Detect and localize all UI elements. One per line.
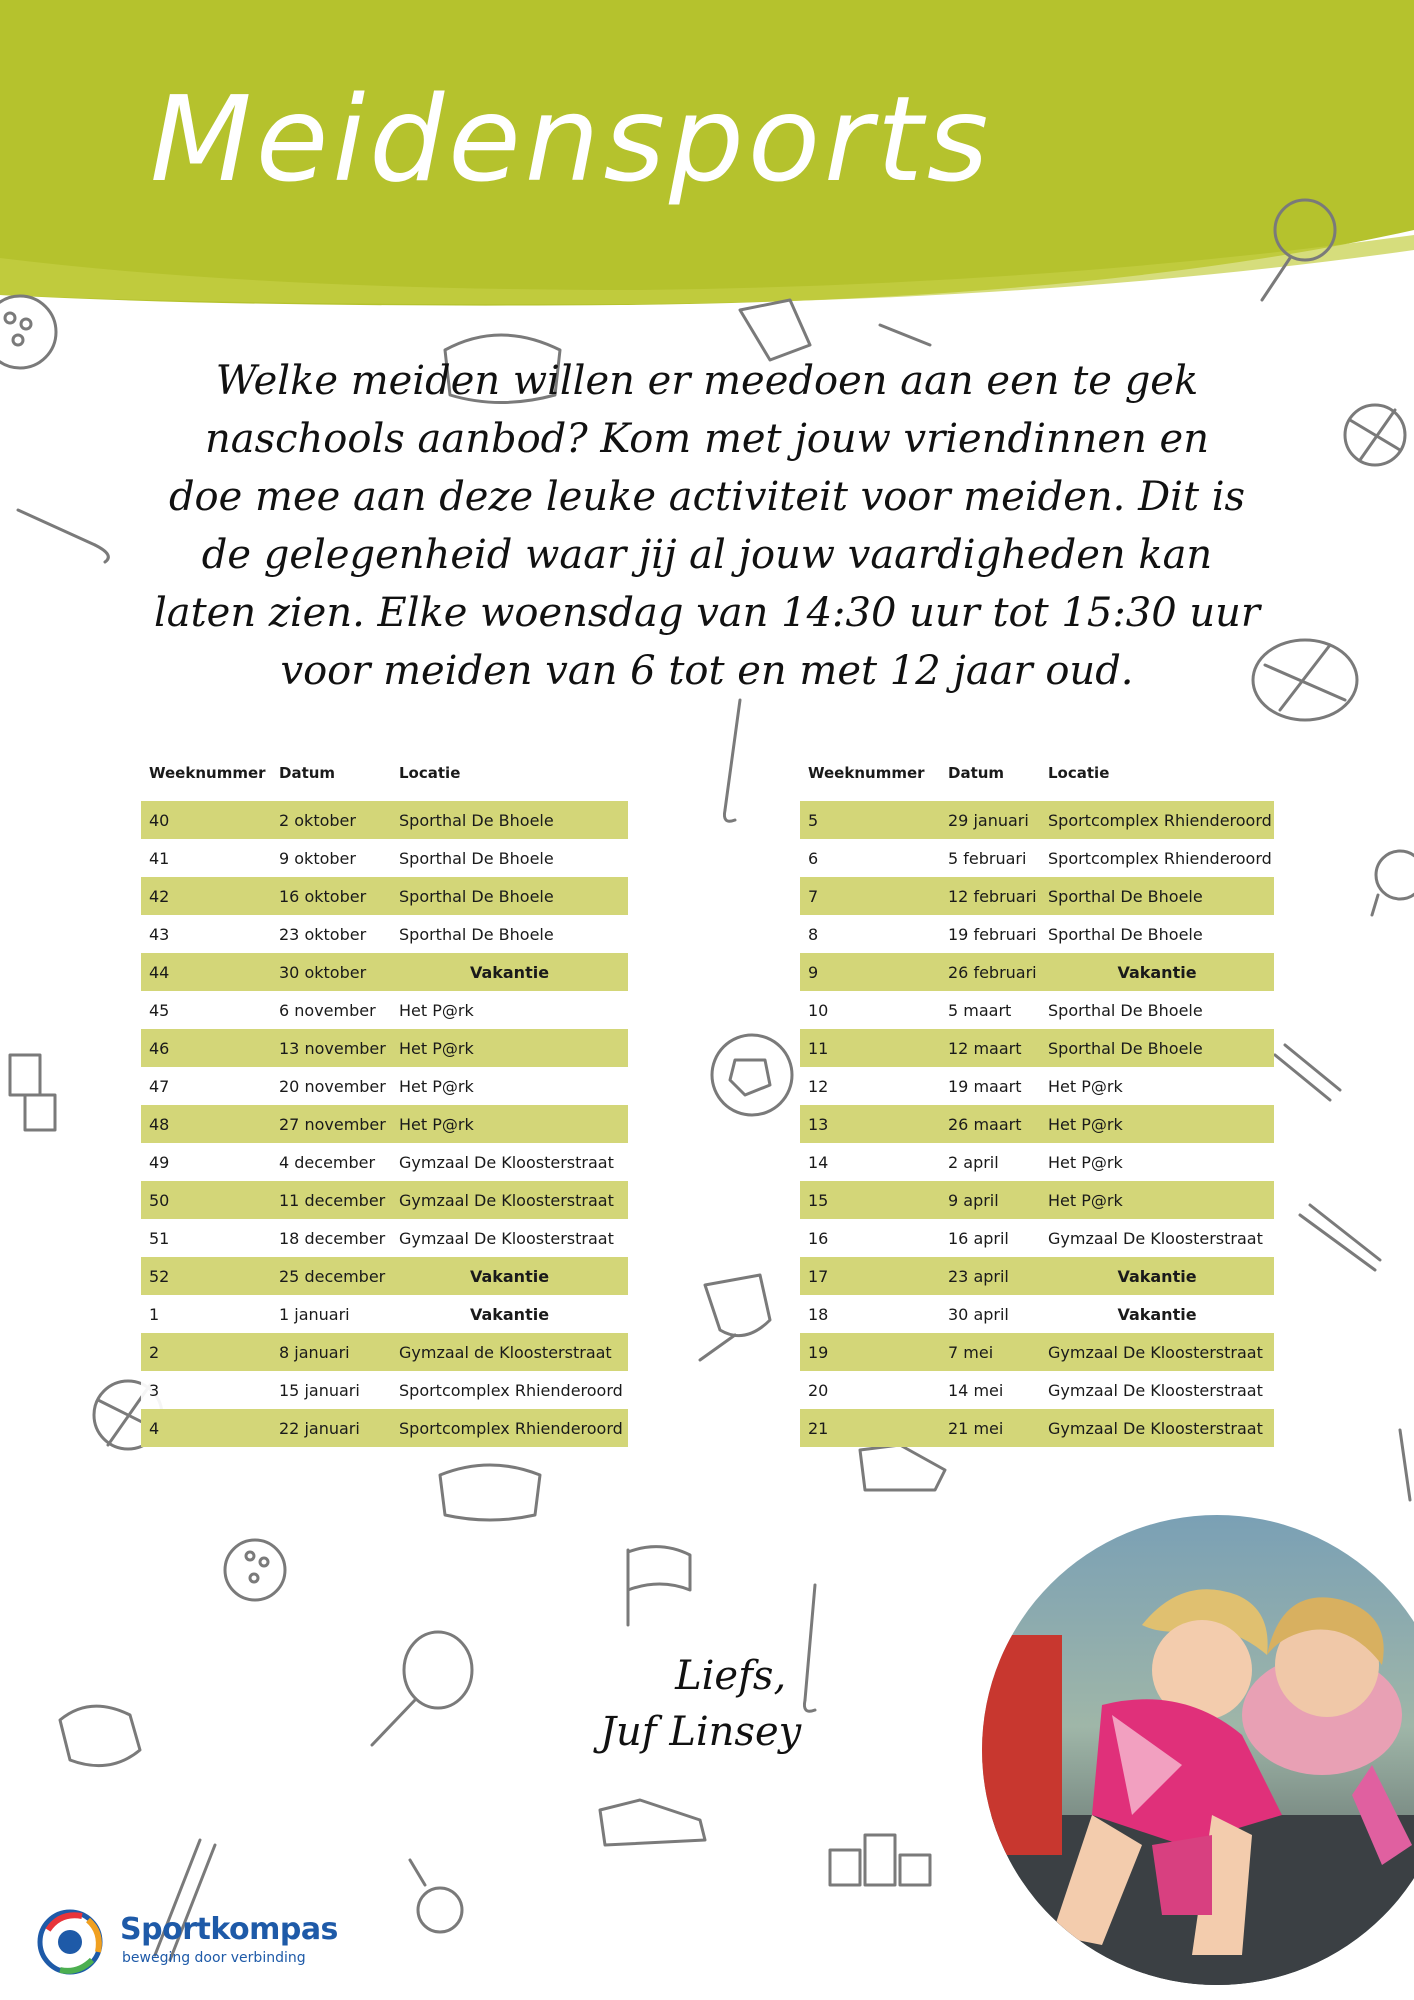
week-cell: 48	[141, 1105, 271, 1143]
week-cell: 4	[141, 1409, 271, 1447]
location-cell: Gymzaal De Kloosterstraat	[391, 1181, 628, 1219]
location-cell: Gymzaal De Kloosterstraat	[1040, 1333, 1274, 1371]
table-row	[141, 1181, 628, 1219]
logo-tagline: beweging door verbinding	[122, 1950, 306, 1966]
location-cell: Sporthal De Bhoele	[391, 877, 628, 915]
table-row	[800, 1295, 1274, 1333]
location-cell: Het P@rk	[391, 1105, 628, 1143]
location-cell: Gymzaal De Kloosterstraat	[391, 1219, 628, 1257]
table-row	[141, 839, 628, 877]
table-row	[141, 1257, 628, 1295]
week-cell: 43	[141, 915, 271, 953]
header-location: Locatie	[1048, 764, 1110, 782]
week-cell: 14	[800, 1143, 940, 1181]
week-cell: 42	[141, 877, 271, 915]
week-cell: 9	[800, 953, 940, 991]
location-cell: Sportcomplex Rhienderoord	[1040, 801, 1274, 839]
date-cell: 7 mei	[940, 1333, 1040, 1371]
intro-line: naschools aanbod? Kom met jouw vriendinnen en	[205, 416, 1209, 462]
schedule-table-left	[141, 755, 628, 1447]
week-cell: 13	[800, 1105, 940, 1143]
table-row	[141, 801, 628, 839]
podium-icon	[10, 1055, 55, 1130]
signature	[600, 1648, 801, 1760]
date-cell: 13 november	[271, 1029, 391, 1067]
logo-name: Sportkompas	[120, 1912, 338, 1947]
table-row	[141, 1143, 628, 1181]
location-cell: Het P@rk	[391, 1067, 628, 1105]
date-cell: 27 november	[271, 1105, 391, 1143]
location-cell: Gymzaal De Kloosterstraat	[1040, 1219, 1274, 1257]
hockey-stick-icon	[1400, 1430, 1410, 1500]
podium-icon	[830, 1835, 930, 1885]
location-cell: Sporthal De Bhoele	[1040, 1029, 1274, 1067]
schedule-table-right	[800, 755, 1274, 1447]
logo-mark-icon	[30, 1900, 120, 1980]
basketball-icon	[1345, 405, 1405, 465]
boxing-glove-icon	[60, 1706, 140, 1766]
week-cell: 2	[141, 1333, 271, 1371]
intro-line: voor meiden van 6 tot en met 12 jaar oud.	[280, 648, 1134, 694]
date-cell: 15 januari	[271, 1371, 391, 1409]
sneaker-icon	[600, 1800, 705, 1845]
table-row	[800, 1333, 1274, 1371]
ski-icon	[1275, 1045, 1380, 1270]
signature-name: Juf Linsey	[600, 1709, 802, 1755]
table-row	[800, 1029, 1274, 1067]
date-cell: 14 mei	[940, 1371, 1040, 1409]
intro-line: Welke meiden willen er meedoen aan een te gek	[215, 358, 1199, 404]
location-cell: Vakantie	[1040, 1257, 1274, 1295]
hockey-stick-icon	[724, 700, 740, 821]
table-row	[141, 1105, 628, 1143]
week-cell: 19	[800, 1333, 940, 1371]
date-cell: 1 januari	[271, 1295, 391, 1333]
date-cell: 16 april	[940, 1219, 1040, 1257]
intro-text	[120, 352, 1294, 700]
date-cell: 30 april	[940, 1295, 1040, 1333]
whistle-icon	[1372, 851, 1414, 915]
location-cell: Sporthal De Bhoele	[1040, 991, 1274, 1029]
sportkompas-logo	[30, 1900, 350, 1980]
football-icon	[712, 1035, 792, 1115]
week-cell: 52	[141, 1257, 271, 1295]
table-header-row	[141, 755, 628, 791]
table-row	[141, 1219, 628, 1257]
week-cell: 51	[141, 1219, 271, 1257]
date-cell: 2 april	[940, 1143, 1040, 1181]
table-row	[141, 877, 628, 915]
date-cell: 12 maart	[940, 1029, 1040, 1067]
table-row	[800, 877, 1274, 915]
location-cell: Gymzaal de Kloosterstraat	[391, 1333, 628, 1371]
header-date: Datum	[279, 764, 336, 782]
bowling-ball-icon	[225, 1540, 285, 1600]
table-row	[800, 1067, 1274, 1105]
location-cell: Het P@rk	[1040, 1067, 1274, 1105]
week-cell: 16	[800, 1219, 940, 1257]
week-cell: 45	[141, 991, 271, 1029]
week-cell: 7	[800, 877, 940, 915]
date-cell: 5 februari	[940, 839, 1040, 877]
table-row	[800, 1257, 1274, 1295]
children-photo	[982, 1515, 1414, 1985]
header-week: Weeknummer	[149, 764, 266, 782]
date-cell: 25 december	[271, 1257, 391, 1295]
table-row	[141, 915, 628, 953]
table-row	[141, 1029, 628, 1067]
location-cell: Het P@rk	[1040, 1105, 1274, 1143]
hockey-stick-icon	[804, 1585, 815, 1711]
week-cell: 8	[800, 915, 940, 953]
location-cell: Vakantie	[1040, 953, 1274, 991]
date-cell: 23 april	[940, 1257, 1040, 1295]
location-cell: Het P@rk	[1040, 1181, 1274, 1219]
location-cell: Vakantie	[1040, 1295, 1274, 1333]
table-row	[800, 1105, 1274, 1143]
table-row	[141, 1295, 628, 1333]
location-cell: Sportcomplex Rhienderoord	[391, 1409, 628, 1447]
date-cell: 11 december	[271, 1181, 391, 1219]
week-cell: 18	[800, 1295, 940, 1333]
date-cell: 18 december	[271, 1219, 391, 1257]
location-cell: Sporthal De Bhoele	[391, 801, 628, 839]
week-cell: 5	[800, 801, 940, 839]
date-cell: 12 februari	[940, 877, 1040, 915]
location-cell: Vakantie	[391, 1295, 628, 1333]
location-cell: Gymzaal De Kloosterstraat	[391, 1143, 628, 1181]
week-cell: 3	[141, 1371, 271, 1409]
table-row	[800, 1219, 1274, 1257]
table-row	[800, 1409, 1274, 1447]
date-cell: 19 februari	[940, 915, 1040, 953]
location-cell: Sporthal De Bhoele	[391, 915, 628, 953]
date-cell: 22 januari	[271, 1409, 391, 1447]
week-cell: 6	[800, 839, 940, 877]
table-row	[800, 915, 1274, 953]
header-week: Weeknummer	[808, 764, 925, 782]
table-row	[800, 991, 1274, 1029]
week-cell: 10	[800, 991, 940, 1029]
location-cell: Het P@rk	[391, 991, 628, 1029]
date-cell: 9 april	[940, 1181, 1040, 1219]
table-row	[800, 801, 1274, 839]
location-cell: Gymzaal De Kloosterstraat	[1040, 1409, 1274, 1447]
table-row	[141, 1333, 628, 1371]
week-cell: 12	[800, 1067, 940, 1105]
table-row	[141, 1067, 628, 1105]
table-row	[800, 1181, 1274, 1219]
table-row	[800, 1143, 1274, 1181]
intro-line: de gelegenheid waar jij al jouw vaardigheden kan	[201, 532, 1213, 578]
week-cell: 40	[141, 801, 271, 839]
week-cell: 44	[141, 953, 271, 991]
flag-icon	[628, 1547, 690, 1625]
date-cell: 26 maart	[940, 1105, 1040, 1143]
date-cell: 20 november	[271, 1067, 391, 1105]
date-cell: 19 maart	[940, 1067, 1040, 1105]
header-date: Datum	[948, 764, 1005, 782]
date-cell: 5 maart	[940, 991, 1040, 1029]
location-cell: Gymzaal De Kloosterstraat	[1040, 1371, 1274, 1409]
week-cell: 41	[141, 839, 271, 877]
table-row	[800, 953, 1274, 991]
week-cell: 47	[141, 1067, 271, 1105]
date-cell: 30 oktober	[271, 953, 391, 991]
trophy-icon	[700, 1275, 770, 1360]
table-row	[800, 1371, 1274, 1409]
date-cell: 8 januari	[271, 1333, 391, 1371]
location-cell: Sportcomplex Rhienderoord	[1040, 839, 1274, 877]
date-cell: 21 mei	[940, 1409, 1040, 1447]
table-row	[141, 953, 628, 991]
date-cell: 6 november	[271, 991, 391, 1029]
location-cell: Vakantie	[391, 953, 628, 991]
header-location: Locatie	[399, 764, 461, 782]
tennis-racket-icon	[372, 1632, 472, 1745]
signature-greeting: Liefs,	[675, 1653, 787, 1699]
page-title: Meidensports	[150, 70, 993, 208]
location-cell: Sporthal De Bhoele	[391, 839, 628, 877]
location-cell: Sportcomplex Rhienderoord	[391, 1371, 628, 1409]
whistle-icon	[410, 1860, 462, 1932]
location-cell: Het P@rk	[1040, 1143, 1274, 1181]
location-cell: Vakantie	[391, 1257, 628, 1295]
sneaker-icon	[860, 1445, 945, 1490]
table-row	[141, 1371, 628, 1409]
date-cell: 4 december	[271, 1143, 391, 1181]
week-cell: 11	[800, 1029, 940, 1067]
week-cell: 15	[800, 1181, 940, 1219]
date-cell: 26 februari	[940, 953, 1040, 991]
location-cell: Sporthal De Bhoele	[1040, 877, 1274, 915]
table-header-row	[800, 755, 1274, 791]
date-cell: 29 januari	[940, 801, 1040, 839]
intro-line: laten zien. Elke woensdag van 14:30 uur tot 15:30 uur	[153, 590, 1261, 636]
week-cell: 21	[800, 1409, 940, 1447]
date-cell: 23 oktober	[271, 915, 391, 953]
date-cell: 16 oktober	[271, 877, 391, 915]
bag-icon	[440, 1465, 540, 1520]
week-cell: 46	[141, 1029, 271, 1067]
table-row	[141, 991, 628, 1029]
week-cell: 17	[800, 1257, 940, 1295]
date-cell: 9 oktober	[271, 839, 391, 877]
intro-line: doe mee aan deze leuke activiteit voor meiden. Dit is	[168, 474, 1246, 520]
week-cell: 1	[141, 1295, 271, 1333]
week-cell: 49	[141, 1143, 271, 1181]
week-cell: 50	[141, 1181, 271, 1219]
location-cell: Sporthal De Bhoele	[1040, 915, 1274, 953]
table-row	[800, 839, 1274, 877]
location-cell: Het P@rk	[391, 1029, 628, 1067]
date-cell: 2 oktober	[271, 801, 391, 839]
week-cell: 20	[800, 1371, 940, 1409]
table-row	[141, 1409, 628, 1447]
